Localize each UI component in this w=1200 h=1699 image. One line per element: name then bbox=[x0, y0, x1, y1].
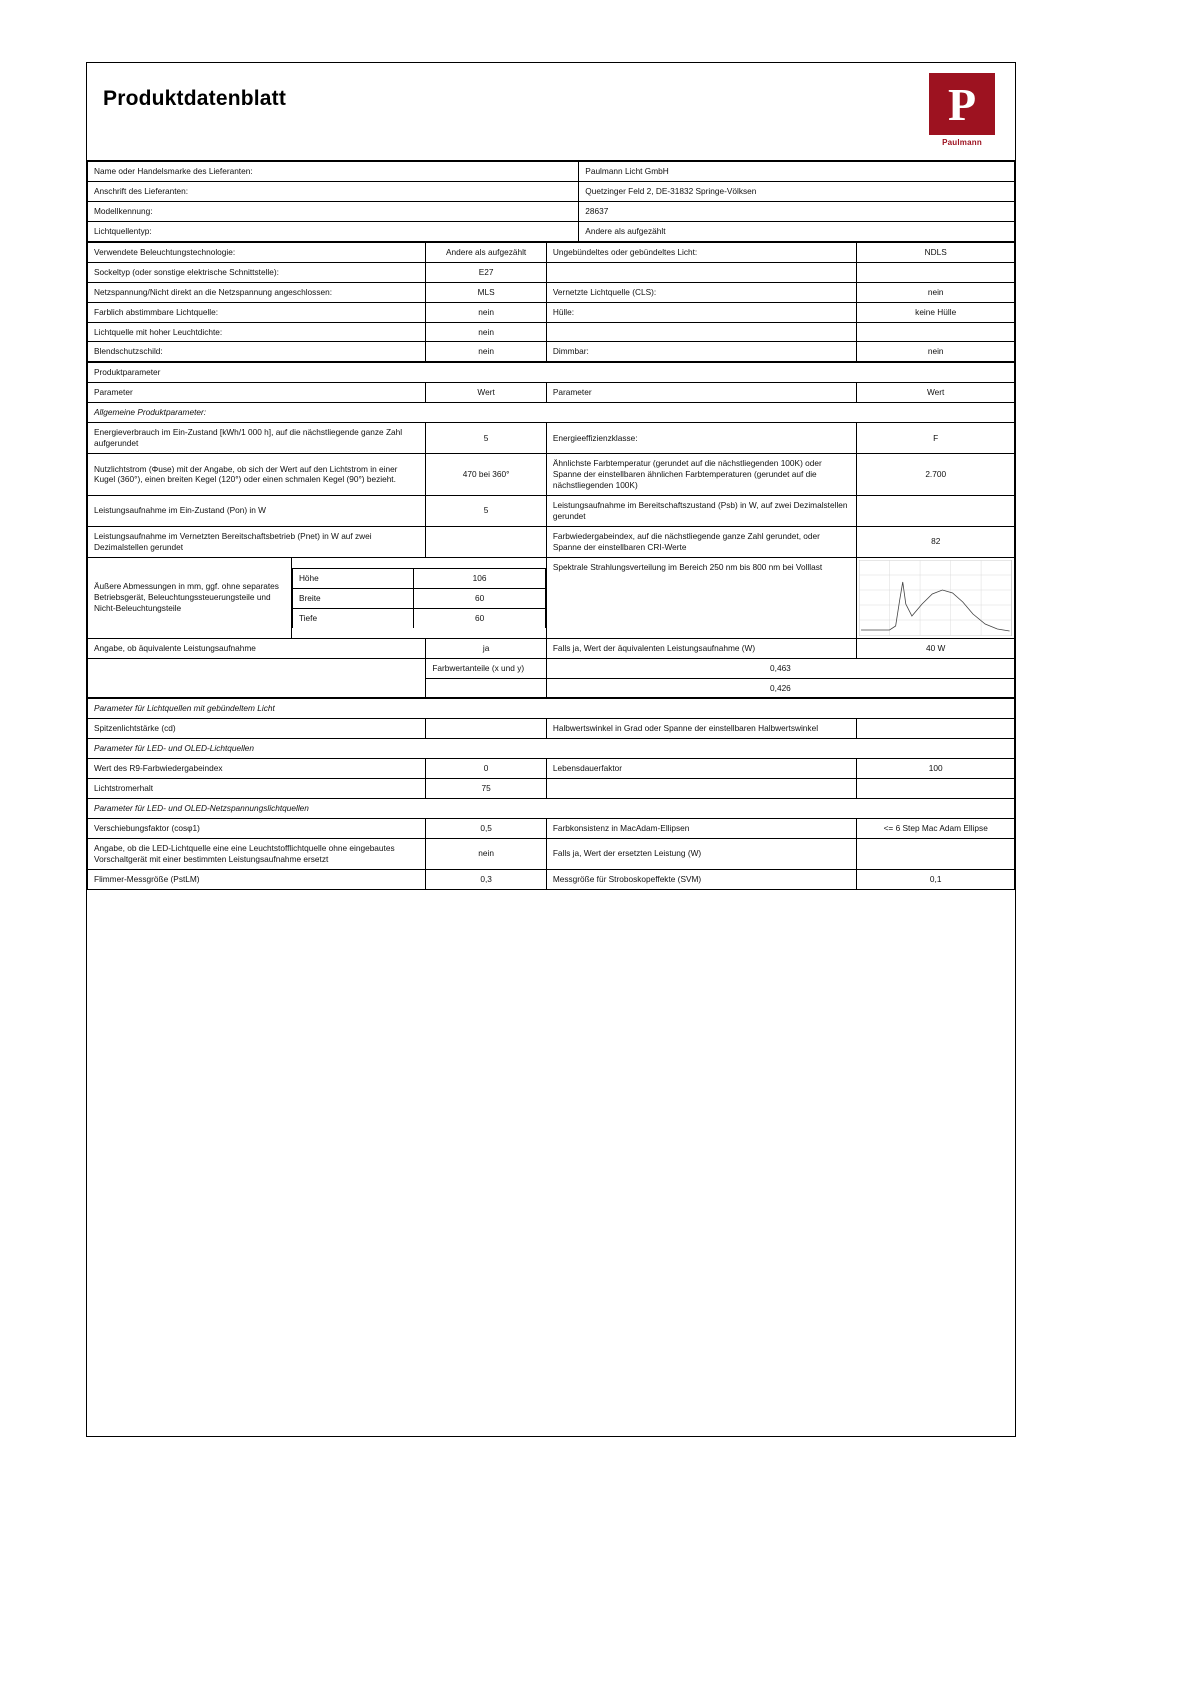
table-row bbox=[88, 242, 1015, 262]
product-parameters-table bbox=[87, 362, 1015, 698]
product-parameters-section-title: Produktparameter bbox=[88, 363, 1015, 383]
led-0-label2: Lebensdauerfaktor bbox=[546, 759, 857, 779]
pp-1-value2: 2.700 bbox=[857, 454, 1015, 496]
logo-letter: P bbox=[947, 79, 977, 130]
page-title: Produktdatenblatt bbox=[103, 87, 287, 110]
pp-0-value: 5 bbox=[426, 423, 547, 454]
led-0-value: 0 bbox=[426, 759, 547, 779]
table-row bbox=[88, 383, 1015, 403]
technical-table bbox=[87, 242, 1015, 363]
tech-0-label: Verwendete Beleuchtungstechnologie: bbox=[88, 242, 426, 262]
logo-wordmark: Paulmann bbox=[942, 138, 982, 147]
tech-3-value: nein bbox=[426, 302, 547, 322]
dimension-key-width: Breite bbox=[292, 588, 413, 608]
mains-2-label2: Messgröße für Stroboskopeffekte (SVM) bbox=[546, 869, 857, 889]
directional-0-value2 bbox=[857, 719, 1015, 739]
pp-3-value bbox=[426, 526, 547, 557]
mains-0-label2: Farbkonsistenz in MacAdam-Ellipsen bbox=[546, 819, 857, 839]
dimension-value-width: 60 bbox=[414, 588, 546, 608]
table-row bbox=[88, 322, 1015, 342]
dimension-value-depth: 60 bbox=[414, 608, 546, 627]
mains-1-value: nein bbox=[426, 839, 547, 870]
table-row bbox=[88, 699, 1015, 719]
tech-5-value: nein bbox=[426, 342, 547, 362]
led-1-label2 bbox=[546, 779, 857, 799]
dimension-value-height: 106 bbox=[414, 568, 546, 588]
tech-0-label2: Ungebündeltes oder gebündeltes Licht: bbox=[546, 242, 857, 262]
pp-1-label: Nutzlichtstrom (Φuse) mit der Angabe, ob sich der Wert auf den Lichtstrom in einer Kugel (360°), einen breiten Kegel (120°) oder einen schmalen Kegel (90°) bezieht. bbox=[88, 454, 426, 496]
tech-4-label: Lichtquelle mit hoher Leuchtdichte: bbox=[88, 322, 426, 342]
led-0-label: Wert des R9-Farbwiedergabeindex bbox=[88, 759, 426, 779]
pp-3-value2: 82 bbox=[857, 526, 1015, 557]
pp-1-label2: Ähnlichste Farbtemperatur (gerundet auf die nächstliegenden 100K) oder Spanne der einstellbaren ähnlichen Farbtemperaturen (gerundet auf die nächstliegenden 100K) bbox=[546, 454, 857, 496]
tech-2-label2: Vernetzte Lichtquelle (CLS): bbox=[546, 282, 857, 302]
mains-1-value2 bbox=[857, 839, 1015, 870]
equivalence-value: ja bbox=[426, 638, 547, 658]
tech-3-label: Farblich abstimmbare Lichtquelle: bbox=[88, 302, 426, 322]
tech-4-value: nein bbox=[426, 322, 547, 342]
table-row bbox=[88, 363, 1015, 383]
mains-2-value2: 0,1 bbox=[857, 869, 1015, 889]
pp-2-label2: Leistungsaufnahme im Bereitschaftszustand (Psb) in W, auf zwei Dezimalstellen gerundet bbox=[546, 495, 857, 526]
table-row bbox=[88, 423, 1015, 454]
mains-0-value: 0,5 bbox=[426, 819, 547, 839]
table-row bbox=[88, 454, 1015, 496]
led-1-value: 75 bbox=[426, 779, 547, 799]
led-1-label: Lichtstromerhalt bbox=[88, 779, 426, 799]
pp-2-value: 5 bbox=[426, 495, 547, 526]
led-0-value2: 100 bbox=[857, 759, 1015, 779]
brand-logo bbox=[923, 73, 1001, 147]
directional-0-label2: Halbwertswinkel in Grad oder Spanne der einstellbaren Halbwertswinkel bbox=[546, 719, 857, 739]
supplier-name-value: Paulmann Licht GmbH bbox=[579, 162, 1015, 182]
table-row bbox=[88, 869, 1015, 889]
pp-0-value2: F bbox=[857, 423, 1015, 454]
table-row bbox=[88, 342, 1015, 362]
chromaticity-x: 0,463 bbox=[546, 658, 1014, 678]
dimension-key-depth: Tiefe bbox=[292, 608, 413, 627]
header-value: Wert bbox=[426, 383, 547, 403]
tech-1-label2 bbox=[546, 262, 857, 282]
chromaticity-empty-cell bbox=[88, 658, 426, 698]
table-row bbox=[88, 779, 1015, 799]
mains-1-label2: Falls ja, Wert der ersetzten Leistung (W) bbox=[546, 839, 857, 870]
table-row bbox=[88, 181, 1015, 201]
mains-1-label: Angabe, ob die LED-Lichtquelle eine eine Leuchtstofflichtquelle ohne eingebautes Vorschaltgerät mit einer bestimmten Leistungsaufnahme ersetzt bbox=[88, 839, 426, 870]
directional-section-table bbox=[87, 698, 1015, 889]
directional-0-value bbox=[426, 719, 547, 739]
tech-4-value2 bbox=[857, 322, 1015, 342]
tech-2-value2: nein bbox=[857, 282, 1015, 302]
tech-0-value2: NDLS bbox=[857, 242, 1015, 262]
tech-5-value2: nein bbox=[857, 342, 1015, 362]
table-row bbox=[88, 495, 1015, 526]
led-1-value2 bbox=[857, 779, 1015, 799]
tech-1-label: Sockeltyp (oder sonstige elektrische Schnittstelle): bbox=[88, 262, 426, 282]
header-param-2: Parameter bbox=[546, 383, 857, 403]
logo-mark bbox=[929, 73, 995, 135]
table-row bbox=[88, 799, 1015, 819]
table-row bbox=[88, 819, 1015, 839]
equivalence-label: Angabe, ob äquivalente Leistungsaufnahme bbox=[88, 638, 426, 658]
table-row bbox=[88, 759, 1015, 779]
tech-3-value2: keine Hülle bbox=[857, 302, 1015, 322]
spectrum-label: Spektrale Strahlungsverteilung im Bereich 250 nm bis 800 nm bei Volllast bbox=[546, 557, 857, 638]
table-row bbox=[88, 719, 1015, 739]
header-value-2: Wert bbox=[857, 383, 1015, 403]
table-row bbox=[88, 162, 1015, 182]
tech-1-value2 bbox=[857, 262, 1015, 282]
tech-1-value: E27 bbox=[426, 262, 547, 282]
table-row bbox=[88, 638, 1015, 658]
dimensions-label: Äußere Abmessungen in mm, ggf. ohne separates Betriebsgerät, Beleuchtungssteuerungsteile und Nicht-Beleuchtungsteile bbox=[88, 557, 292, 638]
table-row bbox=[88, 282, 1015, 302]
model-label: Modellkennung: bbox=[88, 201, 579, 221]
table-row bbox=[88, 302, 1015, 322]
tech-2-label: Netzspannung/Nicht direkt an die Netzspannung angeschlossen: bbox=[88, 282, 426, 302]
header-param: Parameter bbox=[88, 383, 426, 403]
tech-3-label2: Hülle: bbox=[546, 302, 857, 322]
spectrum-chart-cell bbox=[857, 557, 1015, 638]
pp-1-value: 470 bei 360° bbox=[426, 454, 547, 496]
supplier-address-value: Quetzinger Feld 2, DE-31832 Springe-Völksen bbox=[579, 181, 1015, 201]
table-row bbox=[88, 262, 1015, 282]
dimensions-subtable-cell bbox=[291, 557, 546, 638]
supplier-name-label: Name oder Handelsmarke des Lieferanten: bbox=[88, 162, 579, 182]
table-row bbox=[88, 739, 1015, 759]
equivalence-value2: 40 W bbox=[857, 638, 1015, 658]
pp-0-label2: Energieeffizienzklasse: bbox=[546, 423, 857, 454]
mains-2-value: 0,3 bbox=[426, 869, 547, 889]
mains-section-title: Parameter für LED- und OLED-Netzspannungslichtquellen bbox=[88, 799, 1015, 819]
general-parameters-title: Allgemeine Produktparameter: bbox=[88, 403, 1015, 423]
table-row bbox=[88, 403, 1015, 423]
table-row-dimensions bbox=[88, 557, 1015, 638]
mains-2-label: Flimmer-Messgröße (PstLM) bbox=[88, 869, 426, 889]
pp-3-label: Leistungsaufnahme im Vernetzten Bereitschaftsbetrieb (Pnet) in W auf zwei Dezimalstellen gerundet bbox=[88, 526, 426, 557]
list-item bbox=[292, 568, 545, 588]
tech-5-label2: Dimmbar: bbox=[546, 342, 857, 362]
pp-0-label: Energieverbrauch im Ein-Zustand [kWh/1 000 h], auf die nächstliegende ganze Zahl aufgerundet bbox=[88, 423, 426, 454]
datasheet-page bbox=[86, 62, 1016, 1437]
dimension-key-height: Höhe bbox=[292, 568, 413, 588]
dimensions-subtable bbox=[292, 568, 546, 628]
lightsource-type-value: Andere als aufgezählt bbox=[579, 221, 1015, 241]
chromaticity-spacer bbox=[426, 678, 547, 698]
directional-section-title: Parameter für Lichtquellen mit gebündeltem Licht bbox=[88, 699, 1015, 719]
tech-2-value: MLS bbox=[426, 282, 547, 302]
supplier-address-label: Anschrift des Lieferanten: bbox=[88, 181, 579, 201]
chromaticity-label: Farbwertanteile (x und y) bbox=[426, 658, 547, 678]
table-row bbox=[88, 658, 1015, 678]
table-row bbox=[88, 526, 1015, 557]
spectral-distribution-chart bbox=[859, 560, 1012, 636]
mains-0-value2: <= 6 Step Mac Adam Ellipse bbox=[857, 819, 1015, 839]
list-item bbox=[292, 588, 545, 608]
lightsource-type-label: Lichtquellentyp: bbox=[88, 221, 579, 241]
mains-0-label: Verschiebungsfaktor (cosφ1) bbox=[88, 819, 426, 839]
table-row bbox=[88, 201, 1015, 221]
pp-2-value2 bbox=[857, 495, 1015, 526]
tech-5-label: Blendschutzschild: bbox=[88, 342, 426, 362]
pp-3-label2: Farbwiedergabeindex, auf die nächstliegende ganze Zahl gerundet, oder Spanne der einstellbaren CRI-Werte bbox=[546, 526, 857, 557]
page-header bbox=[87, 63, 1015, 161]
pp-2-label: Leistungsaufnahme im Ein-Zustand (Pon) in W bbox=[88, 495, 426, 526]
supplier-table bbox=[87, 161, 1015, 242]
table-row bbox=[88, 221, 1015, 241]
led-section-title: Parameter für LED- und OLED-Lichtquellen bbox=[88, 739, 1015, 759]
equivalence-label2: Falls ja, Wert der äquivalenten Leistungsaufnahme (W) bbox=[546, 638, 857, 658]
directional-0-label: Spitzenlichtstärke (cd) bbox=[88, 719, 426, 739]
tech-0-value: Andere als aufgezählt bbox=[426, 242, 547, 262]
table-row bbox=[88, 839, 1015, 870]
list-item bbox=[292, 608, 545, 627]
model-value: 28637 bbox=[579, 201, 1015, 221]
chromaticity-y: 0,426 bbox=[546, 678, 1014, 698]
tech-4-label2 bbox=[546, 322, 857, 342]
